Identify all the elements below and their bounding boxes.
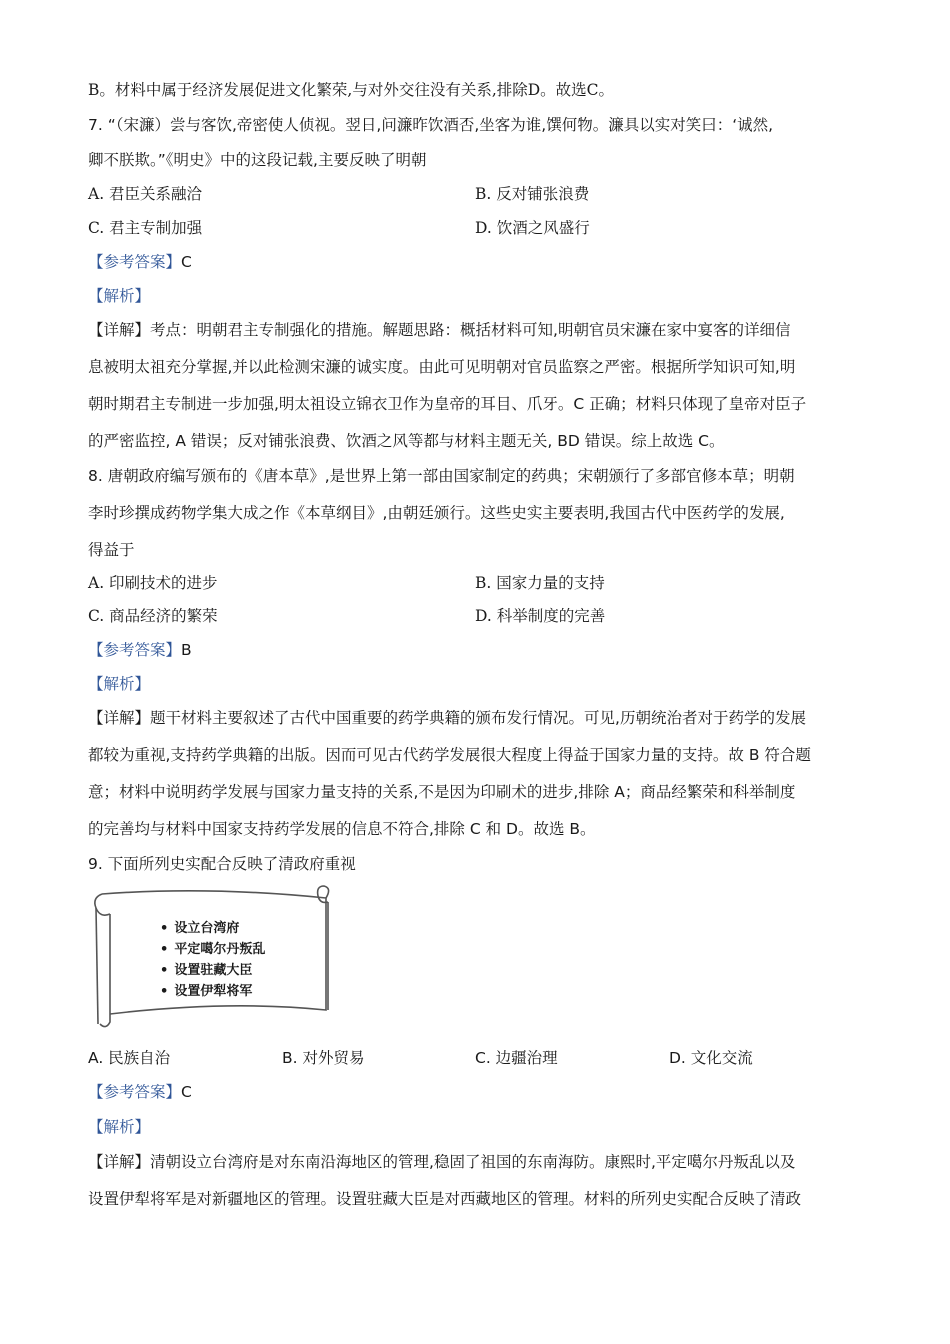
detail-text: 清朝设立台湾府是对东南沿海地区的管理,稳固了祖国的东南海防。康熙时,平定噶尔丹叛乱以及 bbox=[150, 1153, 796, 1171]
q8-answer bbox=[88, 640, 192, 660]
q7-option-d: D. 饮酒之风盛行 bbox=[475, 219, 590, 237]
q8-option-b: B. 国家力量的支持 bbox=[475, 574, 605, 592]
answer-value: C bbox=[181, 1083, 192, 1101]
detail-label: 【详解】 bbox=[88, 709, 151, 727]
q8-detail-line: 都较为重视,支持药学典籍的出版。因而可见古代药学发展很大程度上得益于国家力量的支持。故 B 符合题 bbox=[88, 746, 811, 764]
q8-detail-line: 的完善均与材料中国家支持药学发展的信息不符合,排除 C 和 D。故选 B。 bbox=[88, 820, 596, 838]
q7-option-c: C. 君主专制加强 bbox=[88, 219, 203, 237]
q8-option-d: D. 科举制度的完善 bbox=[475, 607, 606, 625]
question-9-stem: 9. 下面所列史实配合反映了清政府重视 bbox=[88, 855, 356, 873]
q9-option-a: A. 民族自治 bbox=[88, 1049, 171, 1067]
detail-label: 【详解】 bbox=[88, 321, 151, 339]
q8-analysis-label: 【解析】 bbox=[88, 675, 151, 693]
q7-detail-line: 朝时期君主专制进一步加强,明太祖设立锦衣卫作为皇帝的耳目、爪牙。C 正确；材料只体现了皇帝对臣子 bbox=[88, 395, 807, 413]
question-8-stem: 8. 唐朝政府编写颁布的《唐本草》,是世界上第一部由国家制定的药典；宋朝颁行了多部官修本草；明朝 bbox=[88, 467, 795, 485]
q8-option-c: C. 商品经济的繁荣 bbox=[88, 607, 218, 625]
answer-value: C bbox=[181, 253, 192, 271]
detail-label: 【详解】 bbox=[88, 1153, 151, 1171]
q7-option-a: A. 君臣关系融洽 bbox=[88, 185, 203, 203]
q7-analysis-label: 【解析】 bbox=[88, 287, 151, 305]
q9-analysis-label: 【解析】 bbox=[88, 1118, 151, 1136]
q9-detail-line: 设置伊犁将军是对新疆地区的管理。设置驻藏大臣是对西藏地区的管理。材料的所列史实配合反映了清政 bbox=[88, 1190, 802, 1208]
scroll-item: • 平定噶尔丹叛乱 bbox=[160, 939, 265, 960]
q9-detail bbox=[88, 1152, 795, 1172]
q9-option-d: D. 文化交流 bbox=[669, 1049, 753, 1067]
q8-option-a: A. 印刷技术的进步 bbox=[88, 574, 218, 592]
answer-label: 【参考答案】 bbox=[88, 641, 182, 659]
question-8-stem-cont: 李时珍撰成药物学集大成之作《本草纲目》,由朝廷颁行。这些史实主要表明,我国古代中医药学的发展, bbox=[88, 504, 785, 522]
scroll-item: • 设置伊犁将军 bbox=[160, 981, 265, 1002]
q8-detail-line: 意；材料中说明药学发展与国家力量支持的关系,不是因为印刷术的进步,排除 A；商品经繁荣和科举制度 bbox=[88, 783, 796, 801]
scroll-item: • 设置驻藏大臣 bbox=[160, 960, 265, 981]
text-line: B。材料中属于经济发展促进文化繁荣,与对外交往没有关系,排除D。故选C。 bbox=[88, 81, 615, 99]
answer-label: 【参考答案】 bbox=[88, 253, 182, 271]
q7-detail-line: 的严密监控, A 错误；反对铺张浪费、饮酒之风等都与材料主题无关, BD 错误。综上故选 C。 bbox=[88, 432, 725, 450]
q9-option-b: B. 对外贸易 bbox=[282, 1049, 365, 1067]
detail-text: 题干材料主要叙述了古代中国重要的药学典籍的颁布发行情况。可见,历朝统治者对于药学的发展 bbox=[150, 709, 806, 727]
q7-detail-line: 息被明太祖充分掌握,并以此检测宋濂的诚实度。由此可见明朝对官员监察之严密。根据所学知识可知,明 bbox=[88, 358, 796, 376]
q7-option-b: B. 反对铺张浪费 bbox=[475, 185, 590, 203]
detail-text: 考点：明朝君主专制强化的措施。解题思路：概括材料可知,明朝官员宋濂在家中宴客的详细信 bbox=[150, 321, 791, 339]
question-7-stem-cont: 卿不朕欺。”《明史》中的这段记载,主要反映了明朝 bbox=[88, 151, 427, 169]
question-7-stem: 7. “（宋濂）尝与客饮,帝密使人侦视。翌日,问濂昨饮酒否,坐客为谁,馔何物。濂具以实对笑曰：‘诚然, bbox=[88, 116, 774, 134]
answer-value: B bbox=[181, 641, 192, 659]
scroll-item: • 设立台湾府 bbox=[160, 918, 265, 939]
answer-label: 【参考答案】 bbox=[88, 1083, 182, 1101]
q8-detail bbox=[88, 708, 806, 728]
question-8-stem-cont: 得益于 bbox=[88, 541, 135, 559]
q7-answer bbox=[88, 252, 192, 272]
scroll-list bbox=[160, 918, 265, 1002]
q9-option-c: C. 边疆治理 bbox=[475, 1049, 558, 1067]
q9-answer bbox=[88, 1082, 192, 1102]
q7-detail bbox=[88, 320, 790, 340]
